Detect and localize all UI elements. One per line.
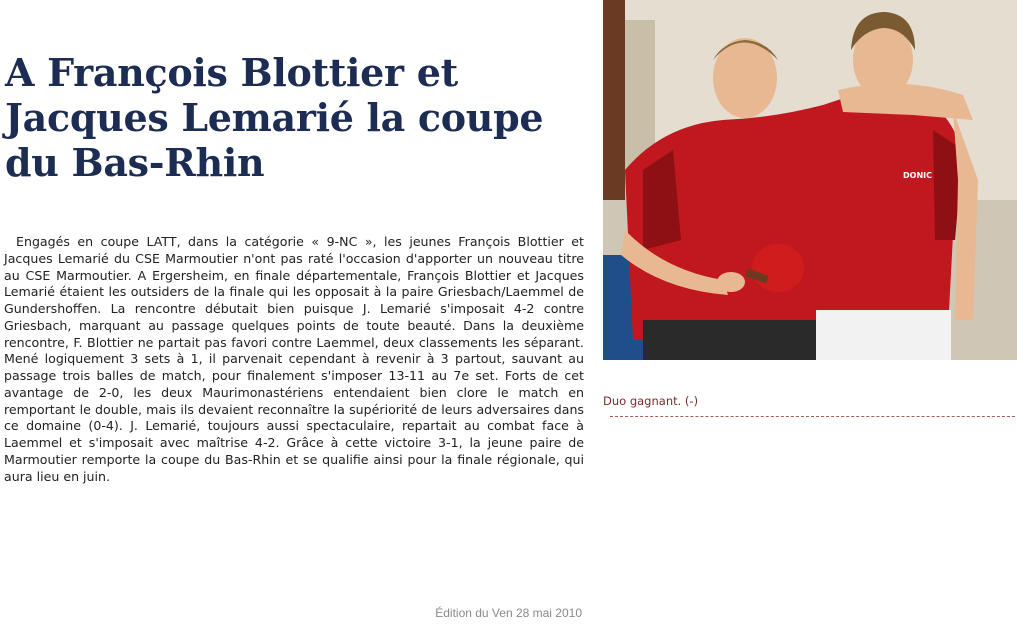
photo-column (603, 0, 1017, 637)
caption-divider (610, 416, 1015, 417)
article-body: Engagés en coupe LATT, dans la catégorie « 9-NC », les jeunes François Blottier et Jacques Lemarié du CSE Marmoutier n'ont pas raté l'occasion d'apporter un nouveau titre au CSE Marmoutier. A Ergersheim, en finale départementale, François Blottier et Jacques Lemarié étaient les outsiders de la finale qui les opposait à la paire Griesbach/Laemmel de Gundershoffen. La rencontre débutait bien puisque J. Lemarié s'imposait 4-2 contre Griesbach, marquant au passage quelques points de toute beauté. Dans la deuxième rencontre, F. Blottier ne partait pas favori contre Laemmel, deux classements les séparant. Mené logiquement 3 sets à 1, il parvenait cependant à revenir à 3 partout, sauvant au passage trois balles de match, pour finalement s'imposer 13-11 au 7e set. Forts de cet avantage de 2-0, les deux Maurimonastériens entendaient bien clore le match en remportant le double, mais ils devaient reconnaître la supériorité de leurs adversaires dans ce domaine (0-4). J. Lemarié, toujours aussi spectaculaire, repartait au combat face à Laemmel et s'imposait avec maîtrise 4-2. Grâce à cette victoire 3-1, la jeune paire de Marmoutier remporte la coupe du Bas-Rhin et se qualifie ainsi pour la finale régionale, qui aura lieu en juin. (4, 234, 584, 484)
photo-illustration (603, 0, 1017, 360)
article-photo (603, 0, 1017, 360)
photo-caption: Duo gagnant. (-) (603, 394, 699, 408)
jersey-brand: DONIC (903, 171, 932, 180)
edition-date: Édition du Ven 28 mai 2010 (435, 606, 582, 620)
article-headline: A François Blottier et Jacques Lemarié la coupe du Bas-Rhin (5, 50, 544, 185)
